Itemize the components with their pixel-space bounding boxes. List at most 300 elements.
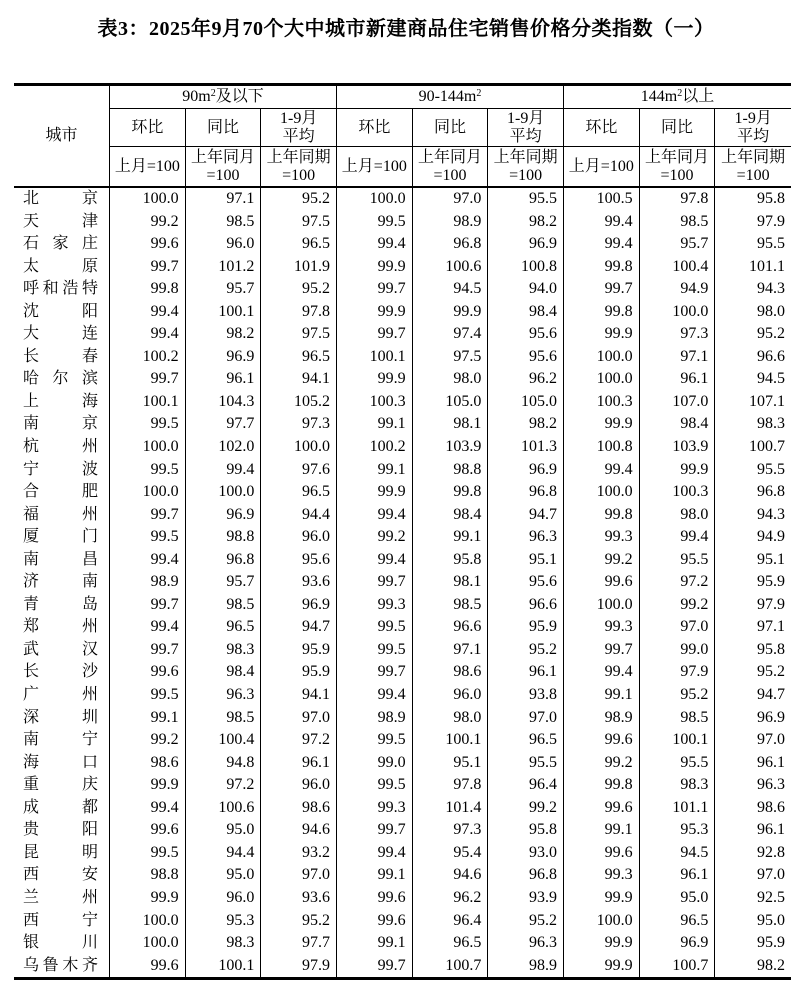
- index-value: 96.3: [488, 526, 564, 549]
- index-value: 99.5: [337, 729, 413, 752]
- index-value: 99.2: [564, 752, 640, 775]
- index-value: 99.6: [337, 887, 413, 910]
- index-value: 99.0: [640, 639, 716, 662]
- index-value: 95.3: [186, 910, 262, 933]
- table-row: [14, 526, 791, 549]
- index-value: 99.5: [110, 459, 186, 482]
- index-value: 99.2: [564, 549, 640, 572]
- index-value: 97.0: [261, 707, 337, 730]
- index-value: 95.6: [488, 571, 564, 594]
- city-name: 哈尔滨: [14, 368, 110, 391]
- index-value: 98.5: [186, 594, 262, 617]
- index-value: 100.8: [488, 256, 564, 279]
- index-value: 99.9: [564, 887, 640, 910]
- group-title-text: 90-144m: [418, 88, 477, 105]
- index-value: 96.8: [488, 481, 564, 504]
- index-value: 99.4: [337, 549, 413, 572]
- base-avg-g1: 上年同期 =100: [261, 147, 337, 186]
- index-value: 95.8: [488, 819, 564, 842]
- index-value: 100.0: [110, 188, 186, 211]
- city-column-header: 城市: [14, 86, 110, 186]
- index-value: 97.1: [756, 618, 785, 636]
- index-value: 97.2: [640, 571, 716, 594]
- city-name: 福州: [14, 504, 110, 527]
- index-value: 97.5: [261, 211, 337, 234]
- index-value: 99.8: [110, 278, 186, 301]
- index-value: 100.4: [186, 729, 262, 752]
- index-value: 95.1: [756, 550, 785, 568]
- index-value: 96.0: [413, 684, 489, 707]
- base-yoy-g3: 上年同月 =100: [640, 147, 716, 186]
- index-value: 99.1: [110, 707, 186, 730]
- index-value: 94.9: [640, 278, 716, 301]
- index-value: 94.4: [186, 842, 262, 865]
- index-value: 97.3: [413, 819, 489, 842]
- index-value: 96.1: [640, 368, 716, 391]
- city-name: 太原: [14, 256, 110, 279]
- index-value: 99.3: [564, 616, 640, 639]
- table-row: [14, 459, 791, 482]
- index-value: 98.6: [413, 661, 489, 684]
- index-value: 97.8: [640, 188, 716, 211]
- index-value: 98.3: [186, 932, 262, 955]
- group-title-text: 及以下: [215, 88, 264, 105]
- base-avg-g2: 上年同期 =100: [488, 147, 564, 186]
- index-value: 94.6: [261, 819, 337, 842]
- index-value: 99.5: [337, 774, 413, 797]
- index-value: 100.3: [640, 481, 716, 504]
- city-name: 银川: [14, 932, 110, 955]
- index-value: 93.6: [261, 887, 337, 910]
- index-value: 99.2: [110, 729, 186, 752]
- index-value: 96.0: [261, 526, 337, 549]
- index-value: 99.6: [110, 955, 186, 978]
- superscript-2: 2: [210, 88, 216, 99]
- index-value: 98.0: [413, 368, 489, 391]
- index-value: 96.6: [756, 347, 785, 365]
- index-value: 98.3: [186, 639, 262, 662]
- index-value: 99.4: [564, 233, 640, 256]
- index-value: 100.6: [413, 256, 489, 279]
- index-value: 99.8: [564, 774, 640, 797]
- index-value: 97.0: [756, 731, 785, 749]
- index-value: 99.6: [110, 819, 186, 842]
- index-value: 96.9: [756, 708, 785, 726]
- index-value: 94.1: [261, 368, 337, 391]
- index-value: 99.9: [337, 481, 413, 504]
- city-name: 长沙: [14, 661, 110, 684]
- index-value: 98.6: [756, 798, 785, 816]
- index-value: 99.7: [110, 368, 186, 391]
- city-name: 南京: [14, 413, 110, 436]
- index-value: 94.7: [488, 504, 564, 527]
- index-value: 99.4: [110, 616, 186, 639]
- table-row: [14, 752, 791, 775]
- index-value: 96.5: [261, 233, 337, 256]
- superscript-2: 2: [677, 88, 683, 99]
- city-name: 乌鲁木齐: [14, 955, 110, 978]
- superscript-2: 2: [476, 88, 482, 99]
- table-row: [14, 368, 791, 391]
- index-value: 99.9: [110, 887, 186, 910]
- index-value: 97.8: [261, 301, 337, 324]
- index-value: 96.5: [488, 729, 564, 752]
- index-value: 100.5: [564, 188, 640, 211]
- table-row: [14, 481, 791, 504]
- index-value: 99.4: [110, 549, 186, 572]
- base-mom-g1: 上月=100: [110, 147, 186, 186]
- index-value: 96.3: [186, 684, 262, 707]
- index-value: 98.0: [640, 504, 716, 527]
- table-row: [14, 616, 791, 639]
- index-value: 95.5: [488, 188, 564, 211]
- table-row: [14, 707, 791, 730]
- table-row: [14, 504, 791, 527]
- index-value: 95.9: [756, 934, 785, 952]
- index-value: 97.4: [413, 323, 489, 346]
- index-value: 99.4: [110, 323, 186, 346]
- index-value: 95.9: [261, 661, 337, 684]
- index-value: 99.1: [337, 932, 413, 955]
- index-value: 95.6: [261, 549, 337, 572]
- city-name: 呼和浩特: [14, 278, 110, 301]
- index-value: 100.0: [110, 910, 186, 933]
- index-value: 96.5: [186, 616, 262, 639]
- index-value: 99.2: [337, 526, 413, 549]
- index-value: 97.8: [413, 774, 489, 797]
- group-title-text: 以上: [682, 88, 715, 105]
- index-value: 99.9: [337, 301, 413, 324]
- index-value: 98.9: [337, 707, 413, 730]
- index-value: 100.1: [640, 729, 716, 752]
- index-value: 95.2: [261, 910, 337, 933]
- index-value: 94.3: [756, 280, 785, 298]
- index-value: 100.6: [186, 797, 262, 820]
- index-value: 105.0: [488, 391, 564, 414]
- index-value: 99.4: [110, 797, 186, 820]
- index-value: 96.9: [488, 233, 564, 256]
- city-name: 南昌: [14, 549, 110, 572]
- index-value: 99.7: [337, 661, 413, 684]
- index-value: 96.8: [413, 233, 489, 256]
- city-name: 天津: [14, 211, 110, 234]
- index-value: 99.6: [564, 571, 640, 594]
- index-value: 99.7: [110, 504, 186, 527]
- index-value: 96.3: [756, 776, 785, 794]
- city-name: 青岛: [14, 594, 110, 617]
- index-value: 99.9: [564, 932, 640, 955]
- index-value: 98.0: [413, 707, 489, 730]
- index-value: 99.6: [110, 661, 186, 684]
- index-value: 96.9: [186, 504, 262, 527]
- index-value: 93.8: [488, 684, 564, 707]
- index-value: 95.3: [640, 819, 716, 842]
- index-value: 99.4: [337, 842, 413, 865]
- table-row: [14, 729, 791, 752]
- header-yoy-g1: 同比: [186, 109, 262, 147]
- table-row: [14, 639, 791, 662]
- index-value: 96.1: [756, 821, 785, 839]
- city-name: 重庆: [14, 774, 110, 797]
- table-row: [14, 256, 791, 279]
- index-value: 100.0: [110, 932, 186, 955]
- header-avg-g1: 1-9月 平均: [261, 109, 337, 147]
- index-value: 95.8: [756, 190, 785, 207]
- index-value: 99.6: [564, 797, 640, 820]
- index-value: 98.2: [488, 211, 564, 234]
- city-name: 北京: [14, 188, 110, 211]
- index-value: 99.9: [337, 368, 413, 391]
- index-value: 99.8: [564, 301, 640, 324]
- table-row: [14, 233, 791, 256]
- index-value: 98.2: [756, 956, 785, 974]
- city-name: 宁波: [14, 459, 110, 482]
- index-value: 97.1: [186, 188, 262, 211]
- index-value: 100.2: [337, 436, 413, 459]
- index-value: 96.1: [261, 752, 337, 775]
- index-value: 98.8: [186, 526, 262, 549]
- index-value: 100.3: [337, 391, 413, 414]
- index-value: 97.3: [640, 323, 716, 346]
- index-value: 98.2: [186, 323, 262, 346]
- index-value: 96.1: [186, 368, 262, 391]
- city-name: 大连: [14, 323, 110, 346]
- index-value: 97.0: [413, 188, 489, 211]
- index-value: 99.6: [564, 842, 640, 865]
- index-value: 94.5: [640, 842, 716, 865]
- index-value: 98.9: [413, 211, 489, 234]
- index-value: 98.4: [640, 413, 716, 436]
- index-value: 95.8: [756, 640, 785, 658]
- table-row: [14, 661, 791, 684]
- index-value: 95.5: [756, 235, 785, 253]
- group-header-90-and-below: [110, 86, 337, 109]
- table-row: [14, 436, 791, 459]
- index-value: 96.9: [186, 346, 262, 369]
- index-value: 97.0: [756, 866, 785, 884]
- index-value: 96.6: [413, 616, 489, 639]
- index-value: 99.7: [110, 256, 186, 279]
- city-name: 长春: [14, 346, 110, 369]
- index-value: 98.3: [756, 415, 785, 433]
- index-value: 95.1: [488, 549, 564, 572]
- index-value: 99.1: [564, 684, 640, 707]
- index-value: 94.3: [756, 505, 785, 523]
- index-value: 99.5: [110, 842, 186, 865]
- index-value: 99.1: [337, 413, 413, 436]
- group-header-144-above: [564, 86, 791, 109]
- index-value: 95.9: [261, 639, 337, 662]
- city-name: 海口: [14, 752, 110, 775]
- index-value: 96.0: [261, 774, 337, 797]
- index-value: 96.0: [186, 887, 262, 910]
- city-name: 西安: [14, 864, 110, 887]
- index-value: 97.1: [413, 639, 489, 662]
- table-row: [14, 955, 791, 978]
- table-header: [14, 86, 791, 188]
- index-value: 98.5: [413, 594, 489, 617]
- index-value: 99.1: [564, 819, 640, 842]
- index-value: 99.3: [337, 594, 413, 617]
- group-title-text: 144m: [640, 88, 678, 105]
- city-name: 厦门: [14, 526, 110, 549]
- base-avg-g3: 上年同期 =100: [721, 148, 786, 184]
- index-value: 104.3: [186, 391, 262, 414]
- index-value: 100.0: [640, 301, 716, 324]
- index-value: 98.5: [186, 707, 262, 730]
- index-value: 95.8: [413, 549, 489, 572]
- city-name: 南宁: [14, 729, 110, 752]
- index-value: 97.6: [261, 459, 337, 482]
- index-value: 96.9: [261, 594, 337, 617]
- index-value: 95.1: [413, 752, 489, 775]
- index-value: 99.9: [413, 301, 489, 324]
- index-value: 99.5: [337, 211, 413, 234]
- index-value: 99.8: [413, 481, 489, 504]
- index-value: 96.0: [186, 233, 262, 256]
- index-value: 99.8: [564, 504, 640, 527]
- city-name: 上海: [14, 391, 110, 414]
- index-value: 99.5: [110, 526, 186, 549]
- index-value: 94.9: [756, 528, 785, 546]
- index-value: 98.5: [640, 707, 716, 730]
- index-value: 99.2: [640, 594, 716, 617]
- index-value: 98.9: [488, 955, 564, 978]
- index-value: 99.7: [110, 639, 186, 662]
- index-value: 96.5: [413, 932, 489, 955]
- index-value: 98.4: [488, 301, 564, 324]
- index-value: 100.7: [413, 955, 489, 978]
- index-value: 95.7: [186, 278, 262, 301]
- index-value: 95.2: [756, 325, 785, 343]
- table-row: [14, 932, 791, 955]
- header-avg-g3: 1-9月 平均: [715, 109, 791, 147]
- base-mom-g2: 上月=100: [337, 147, 413, 186]
- price-index-table: [14, 83, 791, 980]
- index-value: 99.4: [337, 684, 413, 707]
- index-value: 98.5: [640, 211, 716, 234]
- index-value: 96.9: [488, 459, 564, 482]
- index-value: 99.7: [337, 278, 413, 301]
- table-row: [14, 346, 791, 369]
- index-value: 100.1: [413, 729, 489, 752]
- index-value: 99.7: [564, 639, 640, 662]
- city-name: 兰州: [14, 887, 110, 910]
- index-value: 100.1: [186, 301, 262, 324]
- index-value: 94.5: [413, 278, 489, 301]
- index-value: 99.5: [337, 616, 413, 639]
- index-value: 96.2: [488, 368, 564, 391]
- index-value: 94.7: [261, 616, 337, 639]
- index-value: 99.4: [337, 233, 413, 256]
- table-row: [14, 797, 791, 820]
- index-value: 99.3: [564, 526, 640, 549]
- index-value: 99.2: [488, 797, 564, 820]
- index-value: 100.1: [337, 346, 413, 369]
- index-value: 97.7: [261, 932, 337, 955]
- index-value: 99.9: [337, 256, 413, 279]
- index-value: 95.2: [261, 278, 337, 301]
- index-value: 96.1: [488, 661, 564, 684]
- index-value: 99.4: [337, 504, 413, 527]
- index-value: 95.0: [756, 911, 785, 929]
- index-value: 107.1: [748, 392, 785, 410]
- index-value: 99.6: [337, 910, 413, 933]
- index-value: 95.5: [640, 549, 716, 572]
- index-value: 94.7: [756, 686, 785, 704]
- index-value: 99.9: [564, 955, 640, 978]
- index-value: 94.5: [756, 370, 785, 388]
- index-value: 100.0: [564, 481, 640, 504]
- table-body: [14, 188, 791, 977]
- index-value: 100.7: [748, 438, 785, 456]
- table-row: [14, 864, 791, 887]
- index-value: 100.0: [337, 188, 413, 211]
- index-value: 99.2: [110, 211, 186, 234]
- index-value: 100.0: [564, 346, 640, 369]
- city-name: 深圳: [14, 707, 110, 730]
- index-value: 92.8: [756, 843, 785, 861]
- index-value: 100.0: [564, 594, 640, 617]
- city-name: 西宁: [14, 910, 110, 933]
- index-value: 95.5: [756, 460, 785, 478]
- index-value: 99.3: [337, 797, 413, 820]
- index-value: 95.2: [488, 639, 564, 662]
- index-value: 98.1: [413, 413, 489, 436]
- index-value: 100.0: [564, 910, 640, 933]
- city-name: 济南: [14, 571, 110, 594]
- index-value: 99.5: [110, 684, 186, 707]
- index-value: 98.4: [413, 504, 489, 527]
- index-value: 98.4: [186, 661, 262, 684]
- index-value: 99.5: [110, 413, 186, 436]
- index-value: 97.9: [261, 955, 337, 978]
- index-value: 100.0: [110, 481, 186, 504]
- table-row: [14, 278, 791, 301]
- index-value: 100.7: [640, 955, 716, 978]
- index-value: 97.7: [186, 413, 262, 436]
- index-value: 97.9: [756, 595, 785, 613]
- index-value: 99.4: [186, 459, 262, 482]
- index-value: 95.9: [756, 573, 785, 591]
- city-name: 沈阳: [14, 301, 110, 324]
- city-name: 广州: [14, 684, 110, 707]
- index-value: 97.9: [756, 212, 785, 230]
- index-value: 95.0: [640, 887, 716, 910]
- index-value: 96.5: [640, 910, 716, 933]
- index-value: 103.9: [640, 436, 716, 459]
- index-value: 97.9: [640, 661, 716, 684]
- index-value: 101.1: [748, 257, 785, 275]
- table-row: [14, 774, 791, 797]
- index-value: 98.2: [488, 413, 564, 436]
- index-value: 100.0: [564, 368, 640, 391]
- index-value: 98.8: [413, 459, 489, 482]
- index-value: 99.7: [337, 955, 413, 978]
- index-value: 99.4: [564, 459, 640, 482]
- table-row: [14, 571, 791, 594]
- index-value: 95.6: [488, 323, 564, 346]
- table-row: [14, 594, 791, 617]
- city-name: 郑州: [14, 616, 110, 639]
- city-name: 成都: [14, 797, 110, 820]
- index-value: 94.0: [488, 278, 564, 301]
- index-value: 101.3: [488, 436, 564, 459]
- group-title-text: 90m: [182, 88, 211, 105]
- index-value: 98.5: [186, 211, 262, 234]
- index-value: 96.4: [413, 910, 489, 933]
- index-value: 95.2: [261, 188, 337, 211]
